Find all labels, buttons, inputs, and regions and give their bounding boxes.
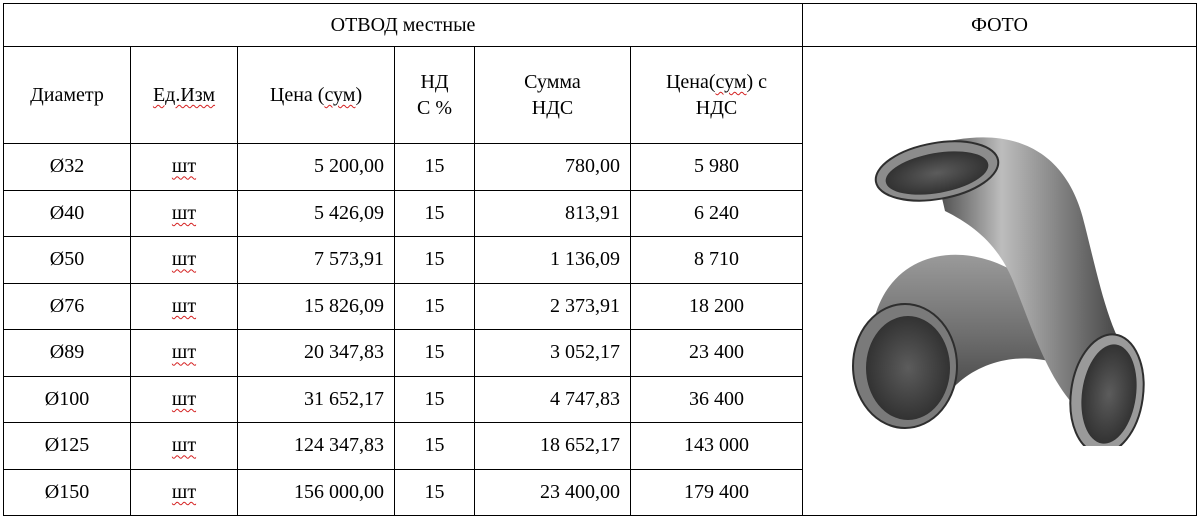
vat-percent-cell: 15 [395, 237, 475, 284]
table-title: ОТВОД местные [4, 4, 803, 47]
photo-cell [803, 47, 1197, 516]
price-cell: 124 347,83 [238, 423, 395, 470]
vat-percent-cell: 15 [395, 469, 475, 516]
total-price-cell: 8 710 [631, 237, 803, 284]
vat-percent-cell: 15 [395, 330, 475, 377]
unit-cell: шт [131, 376, 238, 423]
vat-sum-cell: 780,00 [475, 144, 631, 191]
price-cell: 31 652,17 [238, 376, 395, 423]
header-vat-sum: Сумма НДС [475, 47, 631, 144]
unit-cell: шт [131, 330, 238, 377]
vat-sum-cell: 23 400,00 [475, 469, 631, 516]
header-diameter: Диаметр [4, 47, 131, 144]
price-table-wrapper [3, 3, 1196, 516]
price-cell: 5 200,00 [238, 144, 395, 191]
diameter-cell: Ø100 [4, 376, 131, 423]
header-total-price: Цена(сум) с НДС [631, 47, 803, 144]
vat-percent-cell: 15 [395, 190, 475, 237]
price-cell: 5 426,09 [238, 190, 395, 237]
vat-sum-cell: 2 373,91 [475, 283, 631, 330]
vat-percent-cell: 15 [395, 423, 475, 470]
header-price: Цена (сум) [238, 47, 395, 144]
diameter-cell: Ø76 [4, 283, 131, 330]
unit-cell: шт [131, 144, 238, 191]
vat-percent-cell: 15 [395, 376, 475, 423]
vat-sum-cell: 813,91 [475, 190, 631, 237]
diameter-cell: Ø150 [4, 469, 131, 516]
total-price-cell: 5 980 [631, 144, 803, 191]
vat-percent-cell: 15 [395, 144, 475, 191]
unit-cell: шт [131, 423, 238, 470]
photo-header: ФОТО [803, 4, 1197, 47]
price-cell: 20 347,83 [238, 330, 395, 377]
diameter-cell: Ø50 [4, 237, 131, 284]
header-unit: Ед.Изм [131, 47, 238, 144]
vat-sum-cell: 18 652,17 [475, 423, 631, 470]
price-table [3, 3, 1197, 516]
total-price-cell: 23 400 [631, 330, 803, 377]
diameter-cell: Ø40 [4, 190, 131, 237]
diameter-cell: Ø125 [4, 423, 131, 470]
diameter-cell: Ø89 [4, 330, 131, 377]
vat-sum-cell: 4 747,83 [475, 376, 631, 423]
diameter-cell: Ø32 [4, 144, 131, 191]
total-price-cell: 6 240 [631, 190, 803, 237]
unit-cell: шт [131, 237, 238, 284]
unit-cell: шт [131, 283, 238, 330]
total-price-cell: 143 000 [631, 423, 803, 470]
vat-sum-cell: 1 136,09 [475, 237, 631, 284]
total-price-cell: 179 400 [631, 469, 803, 516]
vat-sum-cell: 3 052,17 [475, 330, 631, 377]
price-cell: 156 000,00 [238, 469, 395, 516]
total-price-cell: 36 400 [631, 376, 803, 423]
total-price-cell: 18 200 [631, 283, 803, 330]
header-vat-percent: НД С % [395, 47, 475, 144]
price-cell: 7 573,91 [238, 237, 395, 284]
unit-cell: шт [131, 190, 238, 237]
price-cell: 15 826,09 [238, 283, 395, 330]
vat-percent-cell: 15 [395, 283, 475, 330]
pipe-elbow-icon [835, 116, 1165, 446]
unit-cell: шт [131, 469, 238, 516]
